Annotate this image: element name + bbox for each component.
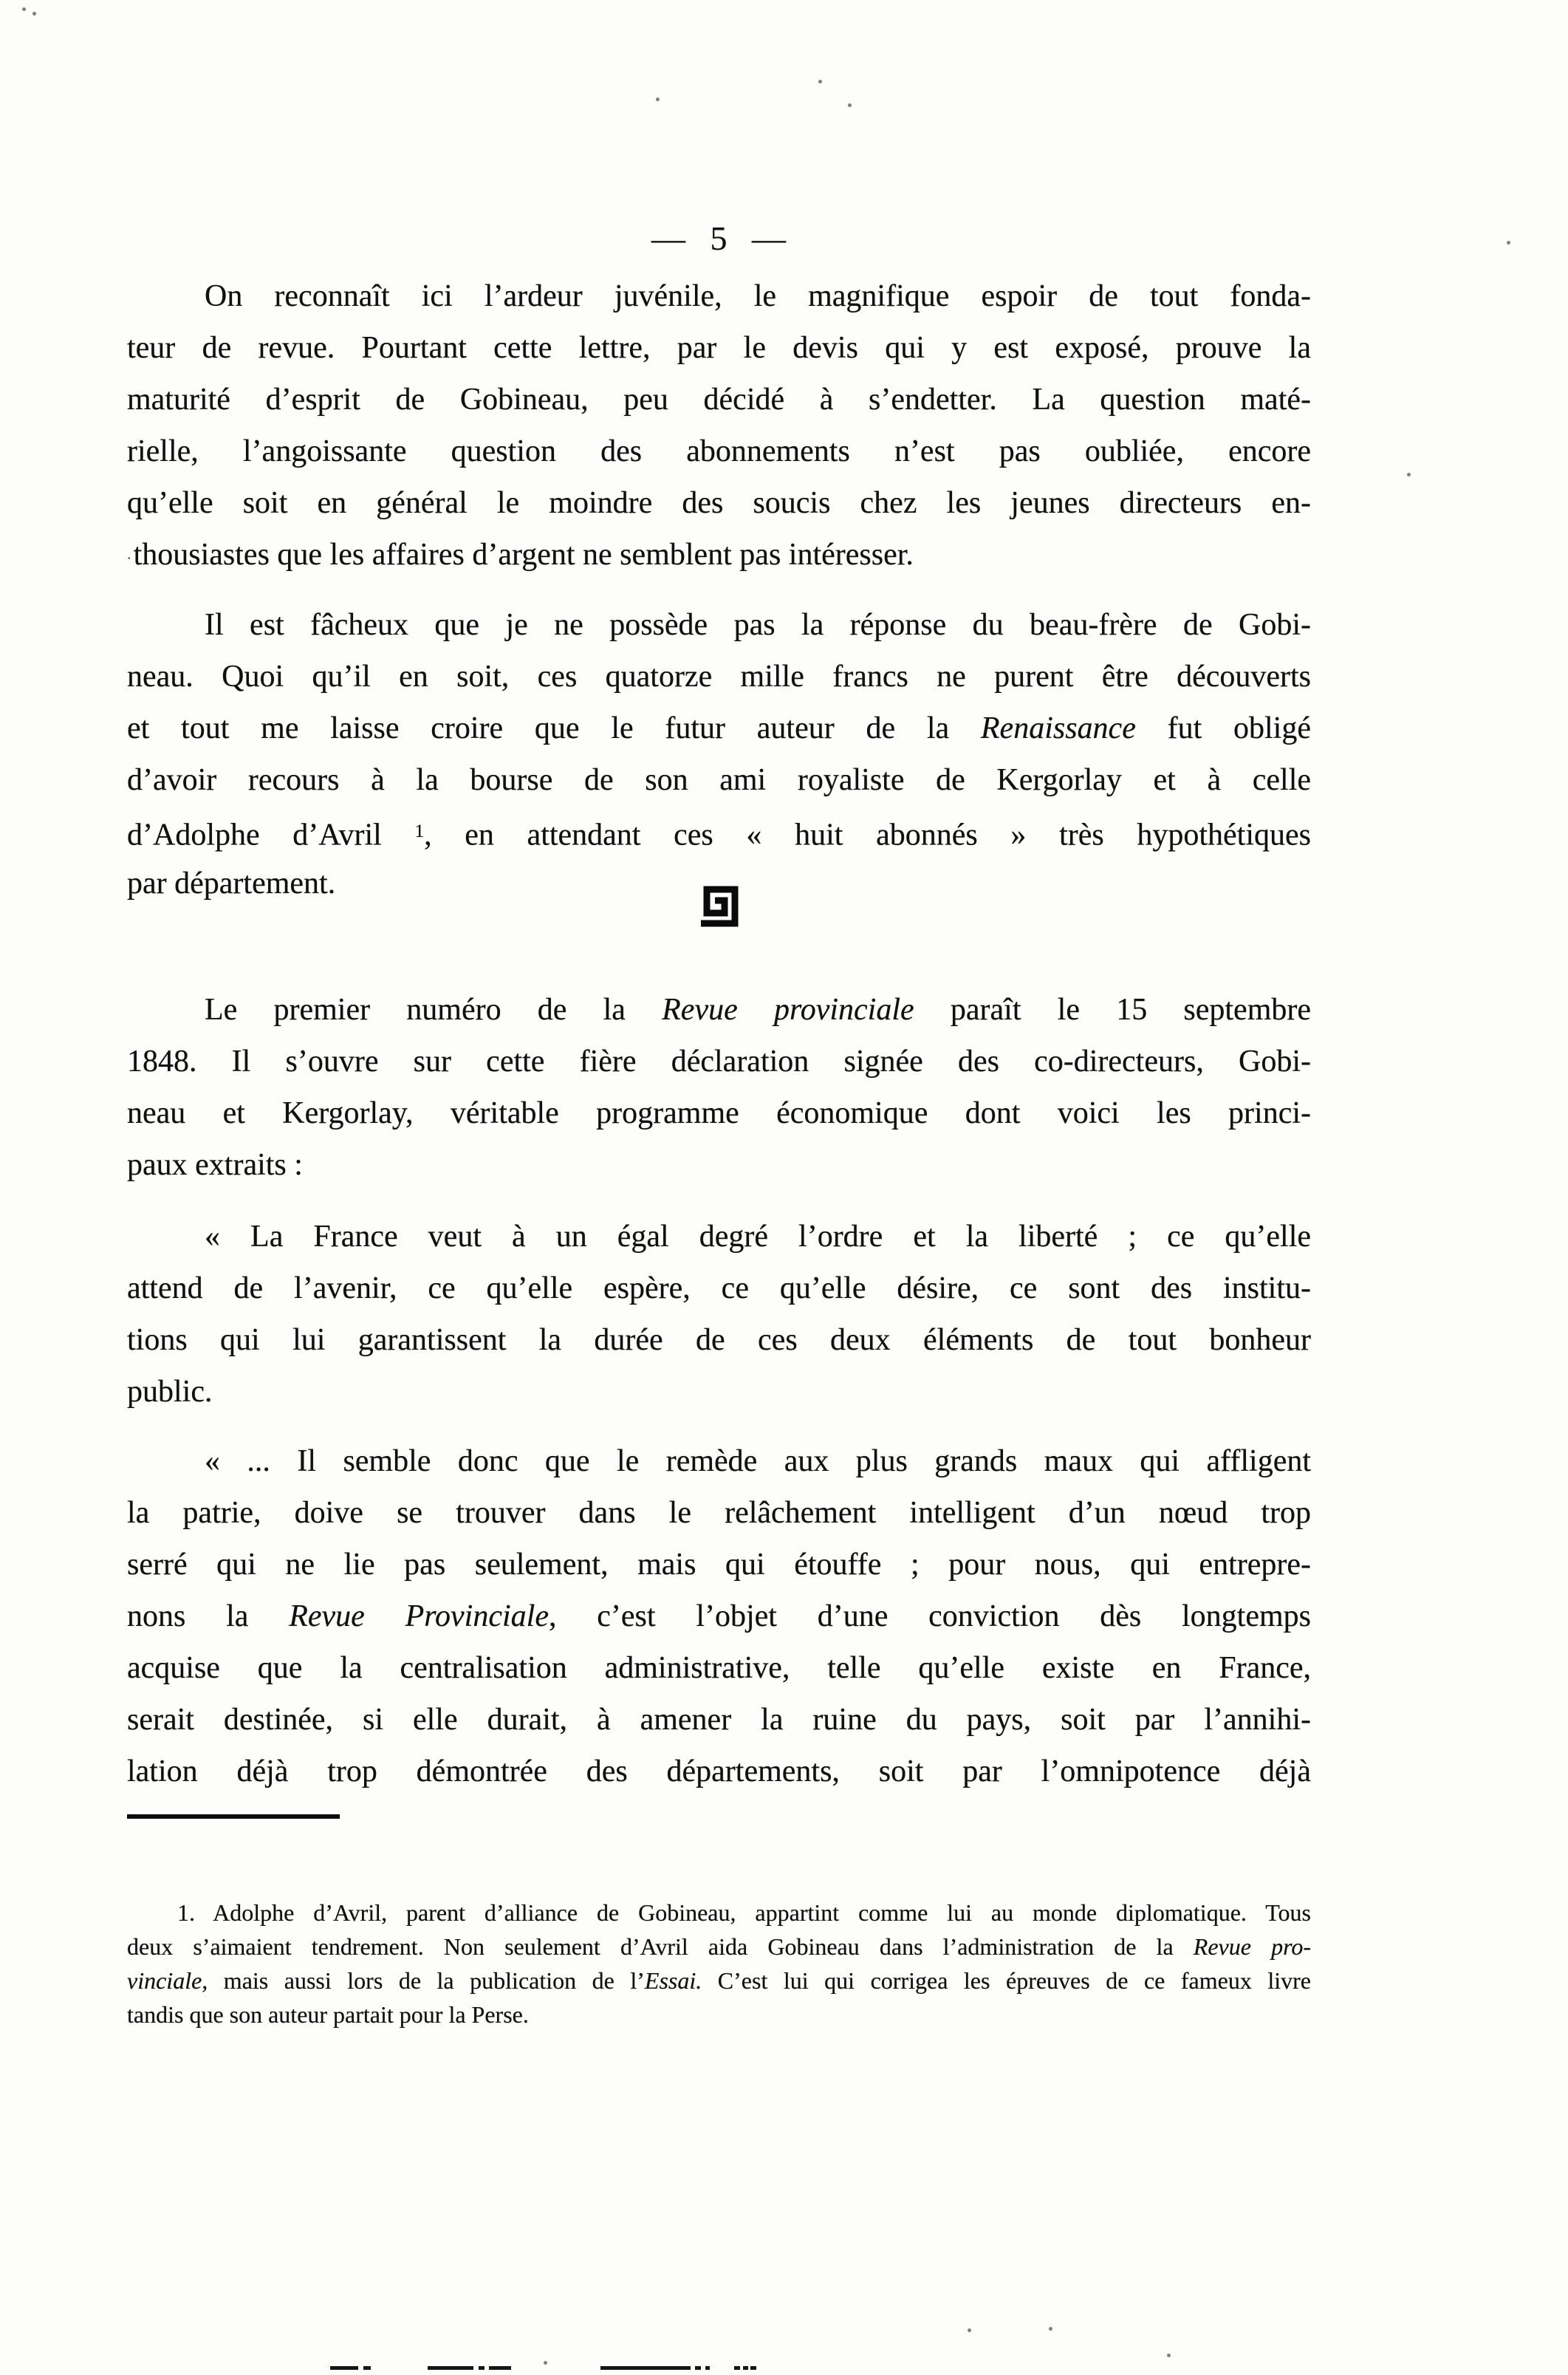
text-line: qu’elle soit en général le moindre des soucis chez les jeunes directeurs en- — [127, 486, 1311, 520]
text-line: neau. Quoi qu’il en soit, ces quatorze mille francs ne purent être découverts — [127, 660, 1311, 694]
text-line: 1. Adolphe d’Avril, parent d’alliance de Gobineau, appartint comme lui au monde diplomatique. Tous — [177, 1899, 1311, 1926]
scan-speck — [22, 7, 26, 11]
text-line: teur de revue. Pourtant cette lettre, par le devis qui y est exposé, prouve la — [127, 331, 1311, 365]
scan-speck — [968, 2328, 971, 2332]
page-number: — 5 — — [651, 219, 787, 257]
footnote-divider — [127, 1814, 340, 1819]
text-line: serré qui ne lie pas seulement, mais qui étouffe ; pour nous, qui entrepre- — [127, 1548, 1311, 1582]
paragraph-5 — [127, 1435, 1311, 1797]
paragraph-4 — [127, 1211, 1311, 1418]
scan-speck — [32, 12, 36, 16]
text-line: la patrie, doive se trouver dans le relâchement intelligent d’un nœud trop — [127, 1496, 1311, 1530]
scan-speck — [656, 98, 660, 101]
scan-dash — [600, 2366, 691, 2370]
text-line: Il est fâcheux que je ne possède pas la réponse du beau-frère de Gobi- — [205, 608, 1311, 642]
scan-dash — [705, 2366, 710, 2370]
text-line: par département. — [127, 867, 336, 901]
text-line: nons la Revue Provinciale, c’est l’objet d’une conviction dès longtemps — [127, 1599, 1312, 1633]
text-line: « La France veut à un égal degré l’ordre et la liberté ; ce qu’elle — [205, 1220, 1311, 1254]
scan-speck — [848, 103, 852, 107]
scan-speck — [1049, 2327, 1052, 2331]
text-line: « ... Il semble donc que le remède aux plus grands maux qui affligent — [205, 1444, 1311, 1478]
scan-dash — [734, 2366, 740, 2370]
scan-dash — [363, 2366, 371, 2370]
text-line: paux extraits : — [127, 1148, 303, 1182]
scan-speck — [544, 2361, 547, 2365]
scan-dash — [489, 2366, 511, 2370]
footnote-block — [127, 1896, 1311, 2031]
text-line: maturité d’esprit de Gobineau, peu décidé à s’endetter. La question maté- — [127, 383, 1311, 417]
scan-speck — [1507, 241, 1510, 245]
text-line: acquise que la centralisation administrative, telle qu’elle existe en France, — [127, 1651, 1311, 1685]
text-line: tandis que son auteur partait pour la Perse. — [127, 2001, 529, 2028]
text-line: attend de l’avenir, ce qu’elle espère, ce qu’elle désire, ce sont des institu- — [127, 1271, 1311, 1305]
text-line: Le premier numéro de la Revue provinciale paraît le 15 septembre — [205, 993, 1311, 1027]
text-line: d’Adolphe d’Avril $^1$, en attendant ces « huit abonnés » très hypothétiques — [127, 818, 1311, 852]
paragraph-3 — [127, 984, 1311, 1191]
scan-dash — [479, 2366, 485, 2370]
scan-dash — [743, 2366, 748, 2370]
paragraph-1 — [127, 270, 1311, 581]
text-line: neau et Kergorlay, véritable programme économique dont voici les princi- — [127, 1096, 1311, 1130]
text-line: et tout me laisse croire que le futur auteur de la Renaissance fut obligé — [127, 711, 1311, 745]
scan-dash — [750, 2366, 756, 2370]
text-line: vinciale, mais aussi lors de la publication de l’Essai. C’est lui qui corrigea les épreuves de ce fameux livre — [127, 1967, 1311, 1994]
text-line: deux s’aimaient tendrement. Non seulement d’Avril aida Gobineau dans l’administration de la Revue pro- — [127, 1933, 1312, 1960]
text-line: 1848. Il s’ouvre sur cette fière déclaration signée des co-directeurs, Gobi- — [127, 1045, 1311, 1079]
text-line: tions qui lui garantissent la durée de ces deux éléments de tout bonheur — [127, 1323, 1311, 1357]
scan-speck — [1407, 473, 1411, 476]
paragraph-2 — [127, 599, 1311, 909]
text-line: lation déjà trop démontrée des départements, soit par l’omnipotence déjà — [127, 1754, 1311, 1788]
scan-speck — [1167, 2354, 1171, 2357]
scan-dash — [428, 2366, 473, 2370]
scan-speck — [818, 80, 822, 83]
text-line: public. — [127, 1375, 213, 1409]
square-spiral-ornament-icon — [699, 882, 746, 929]
text-line: serait destinée, si elle durait, à amener la ruine du pays, soit par l’annihi- — [127, 1703, 1311, 1737]
text-line: rielle, l’angoissante question des abonnements n’est pas oubliée, encore — [127, 434, 1311, 468]
scan-dash — [695, 2366, 701, 2370]
text-line: d’avoir recours à la bourse de son ami royaliste de Kergorlay et à celle — [127, 763, 1311, 797]
scan-dash — [330, 2366, 358, 2370]
text-line: On reconnaît ici l’ardeur juvénile, le magnifique espoir de tout fonda- — [205, 279, 1311, 313]
text-line: ·thousiastes que les affaires d’argent ne semblent pas intéresser. — [127, 538, 914, 572]
